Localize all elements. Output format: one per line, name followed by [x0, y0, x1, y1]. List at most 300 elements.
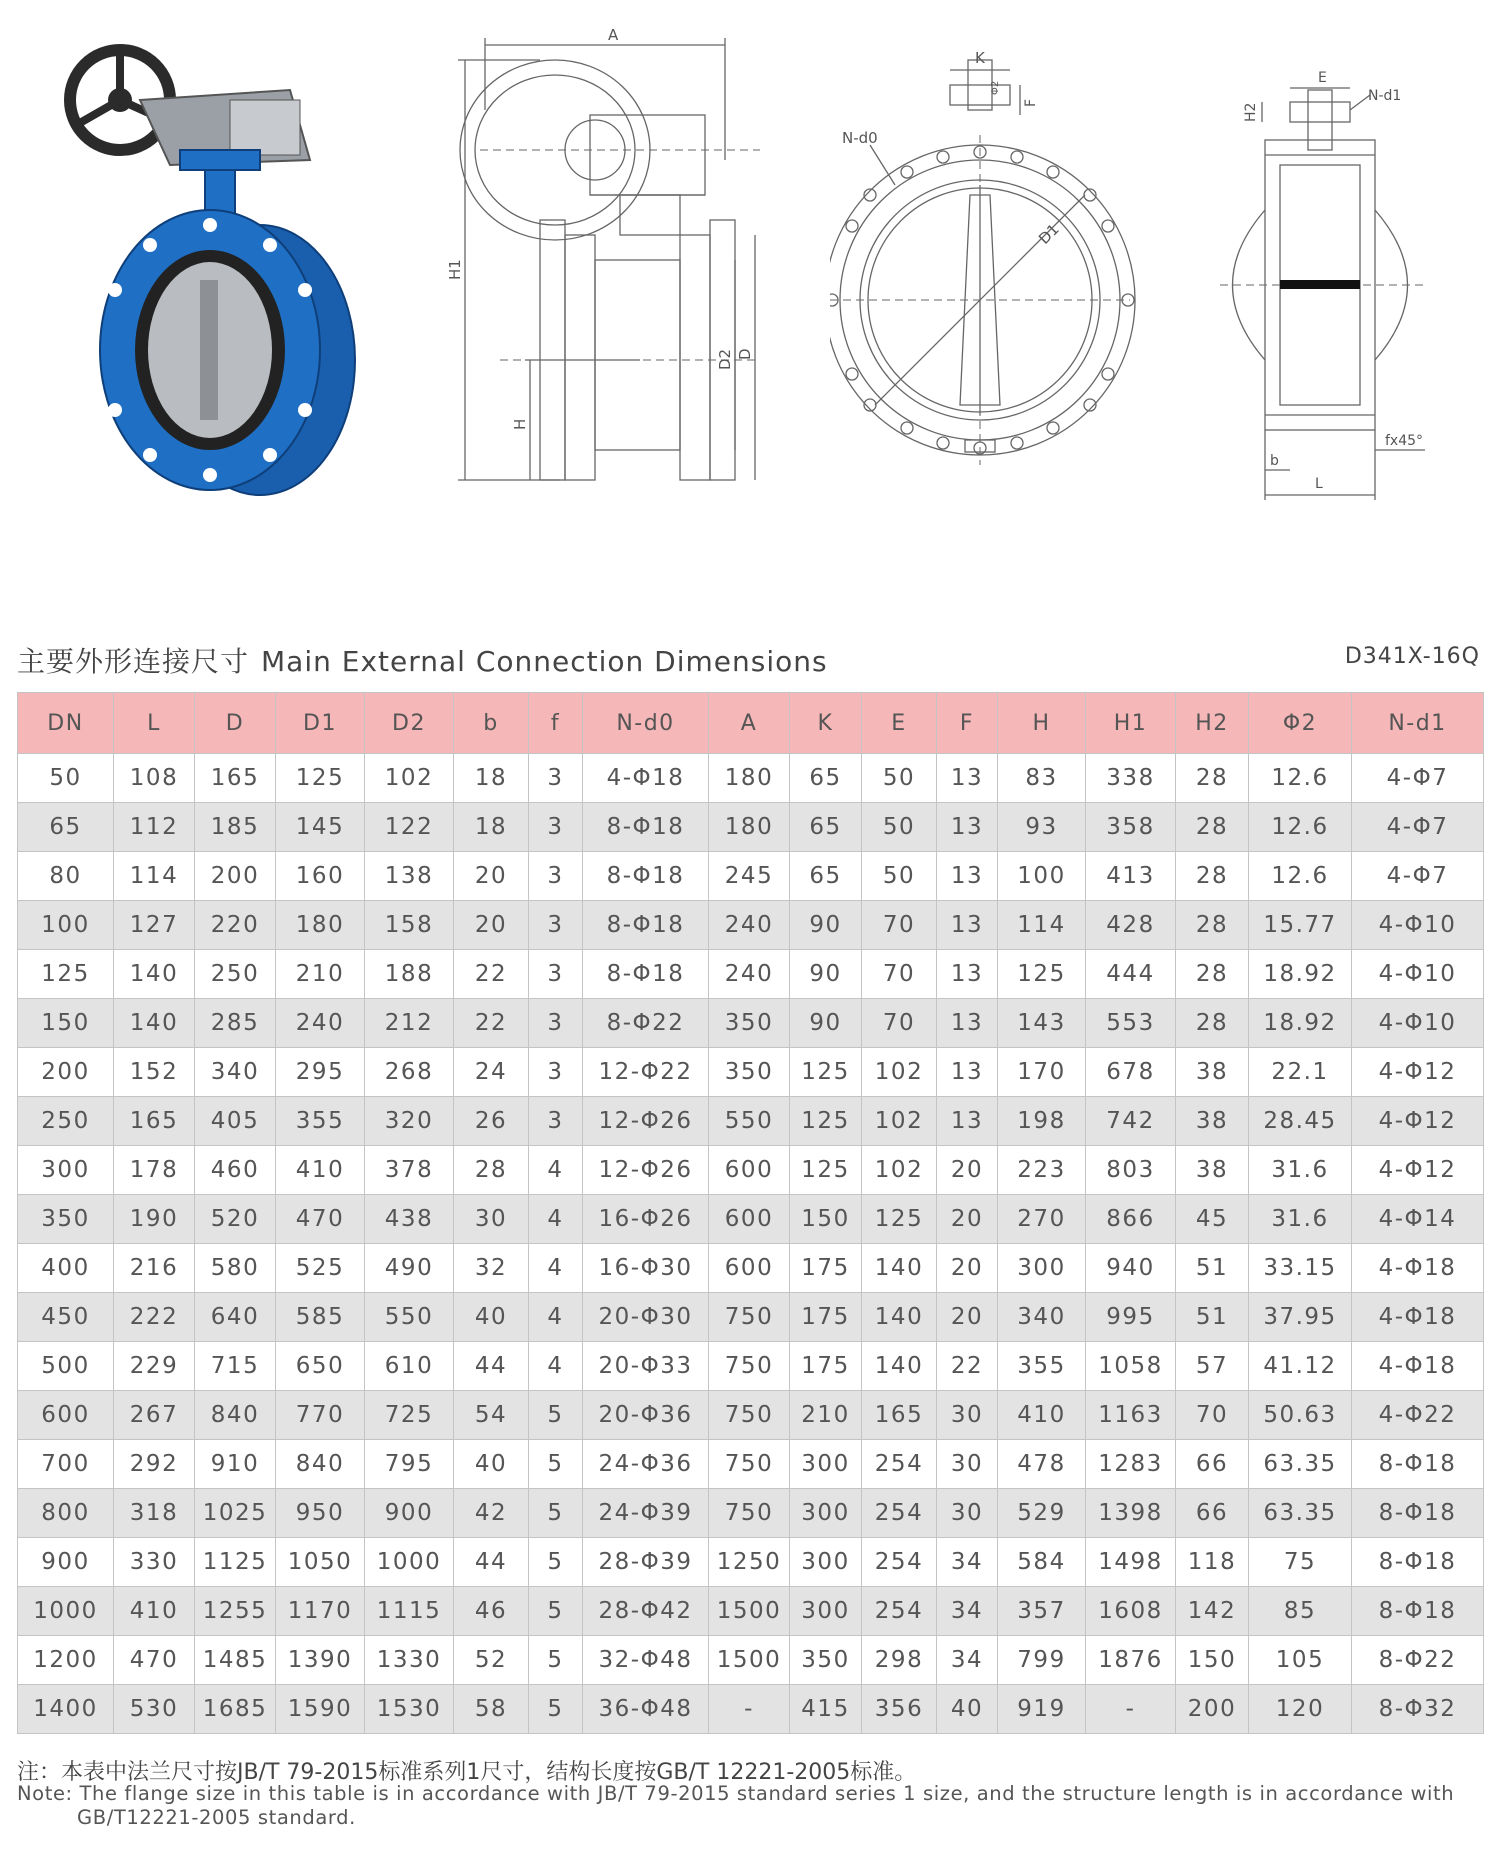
table-cell: 300: [790, 1587, 862, 1636]
table-cell: 65: [790, 852, 862, 901]
table-cell: 700: [18, 1440, 114, 1489]
column-header: K: [790, 693, 862, 754]
table-row: [18, 950, 1484, 999]
table-cell: 600: [709, 1195, 790, 1244]
table-cell: 240: [709, 950, 790, 999]
table-cell: 28: [1176, 999, 1249, 1048]
table-cell: 28: [1176, 901, 1249, 950]
table-cell: 28: [1176, 852, 1249, 901]
table-cell: -: [1086, 1685, 1176, 1734]
table-cell: 42: [454, 1489, 529, 1538]
table-cell: 413: [1086, 852, 1176, 901]
table-cell: 185: [195, 803, 276, 852]
table-row: [18, 1587, 1484, 1636]
table-cell: 85: [1249, 1587, 1352, 1636]
table-cell: 470: [276, 1195, 365, 1244]
dim-label-D1: D1: [1035, 220, 1063, 248]
table-cell: 50: [862, 852, 937, 901]
table-cell: 254: [862, 1489, 937, 1538]
table-cell: 1390: [276, 1636, 365, 1685]
table-cell: 57: [1176, 1342, 1249, 1391]
table-cell: 65: [18, 803, 114, 852]
table-cell: 58: [454, 1685, 529, 1734]
table-cell: 13: [937, 803, 998, 852]
table-cell: 34: [937, 1636, 998, 1685]
table-cell: 114: [998, 901, 1086, 950]
table-cell: 66: [1176, 1489, 1249, 1538]
table-cell: 28.45: [1249, 1097, 1352, 1146]
table-cell: 125: [18, 950, 114, 999]
table-cell: 28-Φ42: [583, 1587, 709, 1636]
table-cell: 65: [790, 754, 862, 803]
table-cell: 158: [365, 901, 454, 950]
table-cell: 210: [790, 1391, 862, 1440]
column-header: D1: [276, 693, 365, 754]
column-header: L: [114, 693, 195, 754]
dim-label-fx45: fx45°: [1385, 433, 1424, 449]
table-cell: 3: [529, 999, 583, 1048]
table-cell: 750: [709, 1342, 790, 1391]
table-cell: 320: [365, 1097, 454, 1146]
table-cell: 15.77: [1249, 901, 1352, 950]
table-cell: 12-Φ26: [583, 1146, 709, 1195]
table-cell: 803: [1086, 1146, 1176, 1195]
table-cell: 63.35: [1249, 1440, 1352, 1489]
table-cell: 175: [790, 1244, 862, 1293]
table-cell: 140: [862, 1244, 937, 1293]
flange-face-drawing: [830, 45, 1180, 475]
table-cell: 24-Φ39: [583, 1489, 709, 1538]
table-cell: 478: [998, 1440, 1086, 1489]
column-header: E: [862, 693, 937, 754]
table-cell: 450: [18, 1293, 114, 1342]
table-cell: 44: [454, 1342, 529, 1391]
table-cell: 5: [529, 1587, 583, 1636]
table-cell: 338: [1086, 754, 1176, 803]
table-row: [18, 1685, 1484, 1734]
table-cell: 44: [454, 1538, 529, 1587]
column-header: b: [454, 693, 529, 754]
table-cell: 34: [937, 1538, 998, 1587]
table-cell: 102: [862, 1097, 937, 1146]
table-cell: 742: [1086, 1097, 1176, 1146]
dim-label-phi2: Φ2: [990, 80, 1001, 95]
table-cell: 350: [790, 1636, 862, 1685]
table-cell: 65: [790, 803, 862, 852]
table-cell: 350: [18, 1195, 114, 1244]
table-cell: 240: [276, 999, 365, 1048]
table-cell: 355: [276, 1097, 365, 1146]
table-cell: 444: [1086, 950, 1176, 999]
table-cell: 222: [114, 1293, 195, 1342]
dim-label-L: L: [1315, 476, 1323, 492]
table-cell: 127: [114, 901, 195, 950]
table-cell: 16-Φ26: [583, 1195, 709, 1244]
table-cell: 750: [709, 1440, 790, 1489]
column-header: F: [937, 693, 998, 754]
table-cell: 995: [1086, 1293, 1176, 1342]
table-cell: 20: [937, 1293, 998, 1342]
table-cell: 18: [454, 803, 529, 852]
table-row: [18, 852, 1484, 901]
dim-label-H1: H1: [446, 259, 464, 280]
table-cell: 4-Φ7: [1352, 852, 1484, 901]
table-row: [18, 1293, 1484, 1342]
table-cell: 240: [709, 901, 790, 950]
table-cell: 8-Φ18: [583, 901, 709, 950]
table-cell: 5: [529, 1636, 583, 1685]
table-cell: 600: [709, 1244, 790, 1293]
table-cell: 223: [998, 1146, 1086, 1195]
table-cell: 70: [862, 901, 937, 950]
table-row: [18, 1636, 1484, 1685]
dim-label-b: b: [1270, 453, 1279, 469]
heading-en: Main External Connection Dimensions: [261, 645, 828, 678]
table-cell: 20: [937, 1146, 998, 1195]
table-cell: 8-Φ18: [583, 803, 709, 852]
table-cell: 490: [365, 1244, 454, 1293]
table-cell: 340: [998, 1293, 1086, 1342]
table-cell: 22.1: [1249, 1048, 1352, 1097]
table-cell: 5: [529, 1440, 583, 1489]
table-cell: 295: [276, 1048, 365, 1097]
table-cell: 5: [529, 1391, 583, 1440]
column-header: H1: [1086, 693, 1176, 754]
table-cell: 1163: [1086, 1391, 1176, 1440]
table-cell: 1170: [276, 1587, 365, 1636]
table-cell: 8-Φ18: [1352, 1489, 1484, 1538]
table-cell: 950: [276, 1489, 365, 1538]
column-header: A: [709, 693, 790, 754]
table-cell: 4-Φ18: [1352, 1244, 1484, 1293]
table-cell: 125: [276, 754, 365, 803]
table-cell: 50: [862, 803, 937, 852]
table-cell: 210: [276, 950, 365, 999]
table-cell: 600: [709, 1146, 790, 1195]
table-cell: 4-Φ7: [1352, 754, 1484, 803]
table-cell: 4-Φ10: [1352, 999, 1484, 1048]
table-cell: 750: [709, 1489, 790, 1538]
table-cell: 160: [276, 852, 365, 901]
table-cell: 34: [937, 1587, 998, 1636]
table-cell: 18.92: [1249, 999, 1352, 1048]
table-cell: 4-Φ12: [1352, 1146, 1484, 1195]
table-cell: 152: [114, 1048, 195, 1097]
table-cell: 1498: [1086, 1538, 1176, 1587]
table-cell: 102: [862, 1048, 937, 1097]
dim-label-H: H: [511, 418, 529, 430]
table-cell: 51: [1176, 1244, 1249, 1293]
side-section-drawing: [1200, 70, 1460, 500]
table-cell: 83: [998, 754, 1086, 803]
dim-label-D: D: [736, 348, 754, 360]
table-cell: 220: [195, 901, 276, 950]
table-cell: 102: [862, 1146, 937, 1195]
table-cell: 229: [114, 1342, 195, 1391]
table-cell: 300: [790, 1489, 862, 1538]
table-cell: 350: [709, 999, 790, 1048]
table-cell: 8-Φ22: [583, 999, 709, 1048]
table-cell: 36-Φ48: [583, 1685, 709, 1734]
table-cell: 12.6: [1249, 803, 1352, 852]
table-cell: 198: [998, 1097, 1086, 1146]
table-cell: 150: [790, 1195, 862, 1244]
table-cell: 28: [1176, 754, 1249, 803]
table-cell: 18.92: [1249, 950, 1352, 999]
table-cell: 200: [1176, 1685, 1249, 1734]
table-cell: 46: [454, 1587, 529, 1636]
table-row: [18, 803, 1484, 852]
table-cell: 298: [862, 1636, 937, 1685]
table-cell: 355: [998, 1342, 1086, 1391]
table-cell: 356: [862, 1685, 937, 1734]
table-cell: 378: [365, 1146, 454, 1195]
valve-product-photo: [60, 30, 390, 500]
table-cell: 1398: [1086, 1489, 1176, 1538]
table-cell: 330: [114, 1538, 195, 1587]
column-header: H2: [1176, 693, 1249, 754]
table-cell: 1330: [365, 1636, 454, 1685]
table-cell: 1000: [365, 1538, 454, 1587]
heading-cn: 主要外形连接尺寸: [17, 645, 250, 678]
table-cell: 1685: [195, 1685, 276, 1734]
table-cell: 438: [365, 1195, 454, 1244]
dim-label-H2: H2: [1243, 102, 1259, 122]
table-cell: 180: [276, 901, 365, 950]
table-cell: 38: [1176, 1097, 1249, 1146]
table-cell: 125: [862, 1195, 937, 1244]
dim-label-F: F: [1023, 98, 1039, 107]
table-cell: 1876: [1086, 1636, 1176, 1685]
table-cell: 28: [1176, 950, 1249, 999]
table-cell: 145: [276, 803, 365, 852]
note-chinese: 注：本表中法兰尺寸按JB/T 79-2015标准系列1尺寸，结构长度按GB/T 12221-2005标准。: [17, 1760, 917, 1785]
table-cell: 143: [998, 999, 1086, 1048]
table-row: [18, 1244, 1484, 1293]
table-cell: 108: [114, 754, 195, 803]
table-row: [18, 754, 1484, 803]
table-cell: 5: [529, 1685, 583, 1734]
table-cell: 20-Φ36: [583, 1391, 709, 1440]
table-cell: 20: [937, 1195, 998, 1244]
table-cell: 4-Φ12: [1352, 1048, 1484, 1097]
table-cell: 190: [114, 1195, 195, 1244]
table-cell: 1485: [195, 1636, 276, 1685]
column-header: Φ2: [1249, 693, 1352, 754]
table-cell: 24-Φ36: [583, 1440, 709, 1489]
table-header-row: [18, 693, 1484, 754]
table-cell: 254: [862, 1440, 937, 1489]
table-cell: 30: [454, 1195, 529, 1244]
table-cell: 318: [114, 1489, 195, 1538]
dim-label-D2: D2: [716, 348, 734, 370]
table-cell: 4: [529, 1293, 583, 1342]
table-cell: 140: [862, 1293, 937, 1342]
table-cell: 530: [114, 1685, 195, 1734]
table-cell: 175: [790, 1342, 862, 1391]
table-cell: 1050: [276, 1538, 365, 1587]
table-cell: 12-Φ26: [583, 1097, 709, 1146]
front-elevation-drawing: [440, 20, 780, 500]
note-english-line1: Note: The flange size in this table is in accordance with JB/T 79-2015 standard series 1 size, and the structure length is in accordance with: [17, 1782, 1455, 1805]
table-cell: 410: [114, 1587, 195, 1636]
table-cell: 100: [998, 852, 1086, 901]
table-cell: 4-Φ10: [1352, 901, 1484, 950]
table-cell: 90: [790, 950, 862, 999]
table-cell: 500: [18, 1342, 114, 1391]
table-cell: 270: [998, 1195, 1086, 1244]
table-cell: 212: [365, 999, 454, 1048]
table-cell: 3: [529, 754, 583, 803]
table-cell: 100: [18, 901, 114, 950]
table-cell: 405: [195, 1097, 276, 1146]
table-cell: 5: [529, 1538, 583, 1587]
table-cell: 28-Φ39: [583, 1538, 709, 1587]
column-header: f: [529, 693, 583, 754]
table-cell: 125: [790, 1097, 862, 1146]
table-cell: 50: [862, 754, 937, 803]
table-cell: 138: [365, 852, 454, 901]
table-cell: 93: [998, 803, 1086, 852]
table-cell: 188: [365, 950, 454, 999]
table-cell: 640: [195, 1293, 276, 1342]
table-cell: 140: [114, 999, 195, 1048]
table-cell: 70: [1176, 1391, 1249, 1440]
table-cell: 41.12: [1249, 1342, 1352, 1391]
table-cell: 267: [114, 1391, 195, 1440]
table-cell: 125: [790, 1146, 862, 1195]
table-cell: 250: [18, 1097, 114, 1146]
table-cell: 600: [18, 1391, 114, 1440]
table-cell: 13: [937, 950, 998, 999]
table-cell: 678: [1086, 1048, 1176, 1097]
table-cell: 118: [1176, 1538, 1249, 1587]
table-cell: 919: [998, 1685, 1086, 1734]
table-cell: 1250: [709, 1538, 790, 1587]
table-cell: 525: [276, 1244, 365, 1293]
table-cell: 800: [18, 1489, 114, 1538]
table-cell: 3: [529, 852, 583, 901]
table-cell: 3: [529, 901, 583, 950]
column-header: N-d1: [1352, 693, 1484, 754]
table-cell: 90: [790, 999, 862, 1048]
table-cell: 799: [998, 1636, 1086, 1685]
table-cell: 358: [1086, 803, 1176, 852]
table-cell: 4-Φ7: [1352, 803, 1484, 852]
table-cell: 1000: [18, 1587, 114, 1636]
table-cell: 5: [529, 1489, 583, 1538]
table-cell: 585: [276, 1293, 365, 1342]
table-cell: 8-Φ18: [1352, 1538, 1484, 1587]
table-cell: 8-Φ18: [1352, 1587, 1484, 1636]
table-cell: 165: [195, 754, 276, 803]
table-cell: 610: [365, 1342, 454, 1391]
table-cell: 4: [529, 1146, 583, 1195]
table-cell: 8-Φ18: [583, 852, 709, 901]
table-cell: 254: [862, 1538, 937, 1587]
table-cell: 3: [529, 950, 583, 999]
table-cell: 50.63: [1249, 1391, 1352, 1440]
table-cell: 1200: [18, 1636, 114, 1685]
note-english: [17, 1782, 1487, 1830]
table-cell: 300: [998, 1244, 1086, 1293]
table-cell: 70: [862, 999, 937, 1048]
table-cell: 90: [790, 901, 862, 950]
table-cell: 63.35: [1249, 1489, 1352, 1538]
table-cell: 54: [454, 1391, 529, 1440]
table-cell: 1590: [276, 1685, 365, 1734]
table-cell: 4-Φ18: [1352, 1293, 1484, 1342]
table-cell: 125: [790, 1048, 862, 1097]
table-cell: 16-Φ30: [583, 1244, 709, 1293]
table-cell: 122: [365, 803, 454, 852]
table-row: [18, 901, 1484, 950]
table-cell: 31.6: [1249, 1195, 1352, 1244]
table-cell: 8-Φ18: [1352, 1440, 1484, 1489]
table-cell: 584: [998, 1538, 1086, 1587]
table-cell: 1608: [1086, 1587, 1176, 1636]
table-cell: 150: [1176, 1636, 1249, 1685]
table-cell: 114: [114, 852, 195, 901]
table-cell: 3: [529, 803, 583, 852]
table-cell: 12-Φ22: [583, 1048, 709, 1097]
table-cell: 4-Φ14: [1352, 1195, 1484, 1244]
table-cell: 580: [195, 1244, 276, 1293]
table-cell: 410: [276, 1146, 365, 1195]
table-cell: 1500: [709, 1636, 790, 1685]
table-cell: 40: [454, 1440, 529, 1489]
table-cell: 170: [998, 1048, 1086, 1097]
table-cell: 750: [709, 1293, 790, 1342]
table-cell: 13: [937, 999, 998, 1048]
table-cell: 112: [114, 803, 195, 852]
table-cell: 4-Φ18: [1352, 1342, 1484, 1391]
table-row: [18, 999, 1484, 1048]
table-cell: 940: [1086, 1244, 1176, 1293]
table-cell: 180: [709, 754, 790, 803]
table-cell: 120: [1249, 1685, 1352, 1734]
table-cell: 910: [195, 1440, 276, 1489]
table-cell: 840: [276, 1440, 365, 1489]
table-cell: 1400: [18, 1685, 114, 1734]
dim-label-Nd1: N-d1: [1368, 88, 1402, 104]
table-cell: 165: [862, 1391, 937, 1440]
table-cell: 175: [790, 1293, 862, 1342]
table-cell: 285: [195, 999, 276, 1048]
table-body: [18, 754, 1484, 1734]
table-cell: 1115: [365, 1587, 454, 1636]
table-cell: 245: [709, 852, 790, 901]
table-cell: 715: [195, 1342, 276, 1391]
table-cell: 20: [937, 1244, 998, 1293]
table-cell: 105: [1249, 1636, 1352, 1685]
table-cell: 4-Φ18: [583, 754, 709, 803]
column-header: D2: [365, 693, 454, 754]
table-cell: 725: [365, 1391, 454, 1440]
table-cell: 40: [937, 1685, 998, 1734]
table-cell: 178: [114, 1146, 195, 1195]
table-cell: 40: [454, 1293, 529, 1342]
dimensions-table: [17, 692, 1484, 1734]
column-header: DN: [18, 693, 114, 754]
table-cell: 180: [709, 803, 790, 852]
table-cell: 30: [937, 1489, 998, 1538]
table-cell: 250: [195, 950, 276, 999]
table-cell: 550: [365, 1293, 454, 1342]
table-cell: 8-Φ22: [1352, 1636, 1484, 1685]
table-cell: 553: [1086, 999, 1176, 1048]
table-cell: 4-Φ10: [1352, 950, 1484, 999]
